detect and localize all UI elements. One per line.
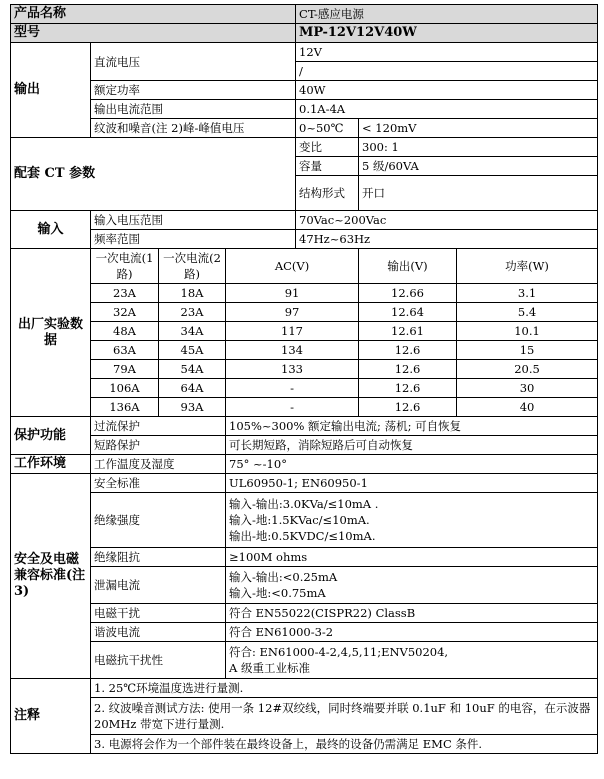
output-section-label: 输出 [11,43,91,138]
test-header-power: 功率(W) [457,249,598,284]
factory-test-section-label: 出厂实验数据 [11,249,91,417]
short-circuit-value: 可长期短路，消除短路后可自动恢复 [226,436,598,455]
withstand-value [226,493,598,548]
test-cell: - [226,398,359,417]
test-cell: 5.4 [457,303,598,322]
note-item: 3. 电源将会作为一个部件装在最终设备上，最终的设备仍需满足 EMC 条件. [91,735,598,754]
ripple-label: 纹波和噪音(注 2)峰-峰值电压 [91,119,296,138]
leakage-line: 输入-地:<0.75mA [229,586,326,600]
test-header-primary-2: 一次电流(2 路) [159,249,226,284]
test-cell: 12.6 [359,360,457,379]
rated-power-label: 额定功率 [91,81,296,100]
test-header-output: 输出(V) [359,249,457,284]
input-voltage-value: 70Vac~200Vac [296,211,598,230]
leakage-label: 泄漏电流 [91,567,226,604]
test-cell: 91 [226,284,359,303]
test-cell: 15 [457,341,598,360]
test-cell: 40 [457,398,598,417]
test-cell: 12.66 [359,284,457,303]
test-cell: 63A [91,341,159,360]
emi-value: 符合 EN55022(CISPR22) ClassB [226,604,598,623]
test-row [11,360,598,379]
test-cell: 23A [159,303,226,322]
harmonic-label: 谐波电流 [91,623,226,642]
test-cell: 79A [91,360,159,379]
rated-power-value: 40W [296,81,598,100]
emi-label: 电磁干扰 [91,604,226,623]
test-cell: 20.5 [457,360,598,379]
ripple-temp: 0~50℃ [296,119,359,138]
test-cell: 64A [159,379,226,398]
isolation-value: ≥100M ohms [226,548,598,567]
test-row [11,398,598,417]
input-voltage-label: 输入电压范围 [91,211,296,230]
test-cell: 10.1 [457,322,598,341]
test-cell: 93A [159,398,226,417]
notes-section-label: 注释 [11,679,91,754]
dc-voltage-value-1: 12V [296,43,598,62]
test-header-ac: AC(V) [226,249,359,284]
safety-standard-label: 安全标准 [91,474,226,493]
dc-voltage-label: 直流电压 [91,43,296,81]
withstand-label: 绝缘强度 [91,493,226,548]
overcurrent-value: 105%~300% 额定输出电流; 荡机; 可自恢复 [226,417,598,436]
leakage-line: 输入-输出:<0.25mA [229,570,338,584]
test-cell: 30 [457,379,598,398]
isolation-label: 绝缘阻抗 [91,548,226,567]
test-cell: 34A [159,322,226,341]
test-cell: 12.6 [359,398,457,417]
test-cell: 117 [226,322,359,341]
note-item: 2. 纹波噪音测试方法: 使用一条 12#双绞线，同时终端要并联 0.1uF 和 10uF 的电容，在示波器 20MHz 带宽下进行量测. [91,698,598,735]
test-cell: - [226,379,359,398]
test-cell: 133 [226,360,359,379]
ct-ratio-label: 变比 [296,138,359,157]
test-cell: 18A [159,284,226,303]
dc-voltage-value-2: / [296,62,598,81]
withstand-line: 输出-地:0.5KVDC/≤10mA. [229,529,376,543]
ct-capacity-label: 容量 [296,157,359,176]
product-name-label: 产品名称 [11,5,296,24]
current-range-label: 输出电流范围 [91,100,296,119]
ems-line: 符合: EN61000-4-2,4,5,11;ENV50204, [229,645,449,659]
ems-label: 电磁抗干扰性 [91,642,226,679]
note-item: 1. 25℃环境温度选进行量测. [91,679,598,698]
environment-section-label: 工作环境 [11,455,91,474]
input-freq-label: 频率范围 [91,230,296,249]
leakage-value [226,567,598,604]
test-row [11,284,598,303]
spec-table [10,4,598,754]
test-cell: 54A [159,360,226,379]
safety-section-label: 安全及电磁兼容标准(注 3) [11,474,91,679]
withstand-line: 输入-输出:3.0KVa/≤10mA . [229,497,379,511]
ems-line: A 级重工业标准 [229,661,310,675]
test-cell: 134 [226,341,359,360]
test-row [11,303,598,322]
test-header-primary-1: 一次电流(1 路) [91,249,159,284]
ct-section-label: 配套 CT 参数 [11,138,296,211]
ct-ratio-value: 300: 1 [359,138,598,157]
model-value: MP-12V12V40W [296,24,598,43]
harmonic-value: 符合 EN61000-3-2 [226,623,598,642]
protection-section-label: 保护功能 [11,417,91,455]
input-freq-value: 47Hz~63Hz [296,230,598,249]
test-row [11,341,598,360]
test-cell: 12.61 [359,322,457,341]
test-cell: 23A [91,284,159,303]
current-range-value: 0.1A-4A [296,100,598,119]
operating-temp-value: 75° ~-10° [226,455,598,474]
test-cell: 12.6 [359,379,457,398]
overcurrent-label: 过流保护 [91,417,226,436]
test-cell: 3.1 [457,284,598,303]
ripple-value: < 120mV [359,119,598,138]
ct-capacity-value: 5 级/60VA [359,157,598,176]
test-cell: 45A [159,341,226,360]
operating-temp-label: 工作温度及湿度 [91,455,226,474]
test-cell: 48A [91,322,159,341]
test-row [11,379,598,398]
test-cell: 136A [91,398,159,417]
safety-standard-value: UL60950-1; EN60950-1 [226,474,598,493]
product-name-value: CT-感应电源 [296,5,598,24]
withstand-line: 输入-地:1.5KVac/≤10mA. [229,513,370,527]
test-cell: 97 [226,303,359,322]
input-section-label: 输入 [11,211,91,249]
ct-structure-label: 结构形式 [296,176,359,211]
test-cell: 32A [91,303,159,322]
test-cell: 12.6 [359,341,457,360]
test-row [11,322,598,341]
ct-structure-value: 开口 [359,176,598,211]
ems-value [226,642,598,679]
test-cell: 12.64 [359,303,457,322]
test-cell: 106A [91,379,159,398]
short-circuit-label: 短路保护 [91,436,226,455]
model-label: 型号 [11,24,296,43]
